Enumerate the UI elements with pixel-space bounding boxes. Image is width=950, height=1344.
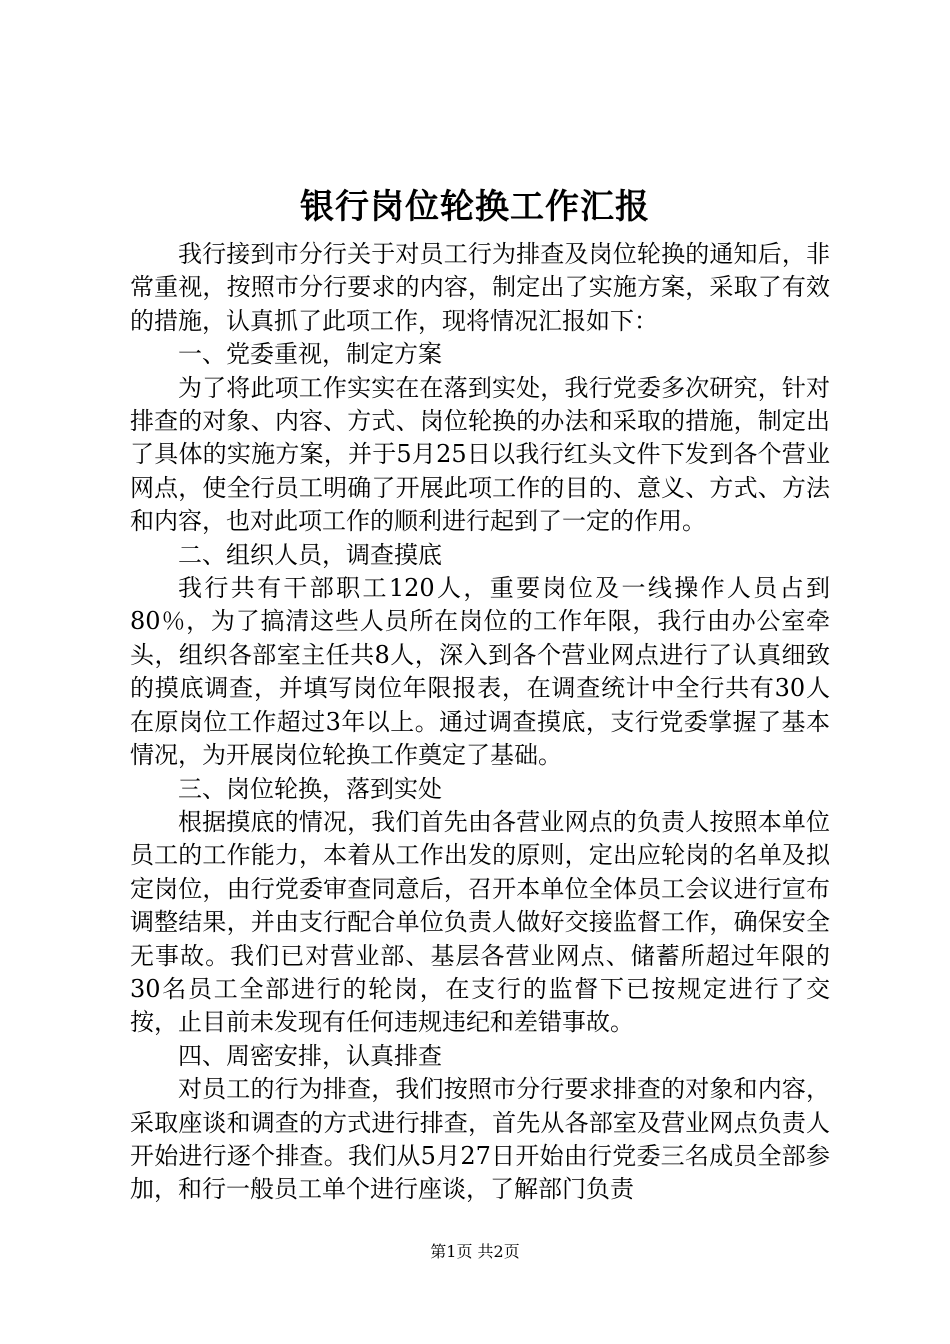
document-body (130, 238, 830, 1207)
section-heading-2: 二、组织人员，调查摸底 (178, 540, 442, 569)
document-title: 银行岗位轮换工作汇报 (300, 187, 650, 227)
section-heading-1: 一、党委重视，制定方案 (178, 340, 442, 369)
section-paragraph-3: 根据摸底的情况，我们首先由各营业网点的负责人按照本单位员工的工作能力，本着从工作出发的原则，定出应轮岗的名单及拟定岗位，由行党委审查同意后，召开本单位全体员工会议进行宣布调整结果，并由支行配合单位负责人做好交接监督工作，确保安全无事故。我们已对营业部、基层各营业网点、储蓄所超过年限的30名员工全部进行的轮岗，在支行的监督下已按规定进行了交按，止目前未发现有任何违规违纪和差错事故。 (130, 807, 830, 1037)
section-paragraph-1: 为了将此项工作实实在在落到实处，我行党委多次研究，针对排查的对象、内容、方式、岗位轮换的办法和采取的措施，制定出了具体的实施方案，并于5月25日以我行红头文件下发到各个营业网点，使全行员工明确了开展此项工作的目的、意义、方式、方法和内容，也对此项工作的顺利进行起到了一定的作用。 (130, 373, 830, 536)
section-paragraph-2: 我行共有干部职工120人，重要岗位及一线操作人员占到80％，为了搞清这些人员所在岗位的工作年限，我行由办公室牵头，组织各部室主任共8人，深入到各个营业网点进行了认真细致的摸底调查，并填写岗位年限报表，在调查统计中全行共有30人在原岗位工作超过3年以上。通过调查摸底，支行党委掌握了基本情况，为开展岗位轮换工作奠定了基础。 (130, 574, 830, 770)
intro-paragraph: 我行接到市分行关于对员工行为排查及岗位轮换的通知后，非常重视，按照市分行要求的内容，制定出了实施方案，采取了有效的措施，认真抓了此项工作，现将情况汇报如下： (130, 240, 830, 335)
section-paragraph-4: 对员工的行为排查，我们按照市分行要求排查的对象和内容，采取座谈和调查的方式进行排查，首先从各部室及营业网点负责人开始进行逐个排查。我们从5月27日开始由行党委三名成员全部参加，和行一般员工单个进行座谈，了解部门负责 (130, 1075, 830, 1204)
section-heading-3: 三、岗位轮换，落到实处 (178, 774, 442, 803)
section-heading-4: 四、周密安排，认真排查 (178, 1041, 442, 1070)
page-footer: 第1页 共2页 (430, 1242, 520, 1261)
